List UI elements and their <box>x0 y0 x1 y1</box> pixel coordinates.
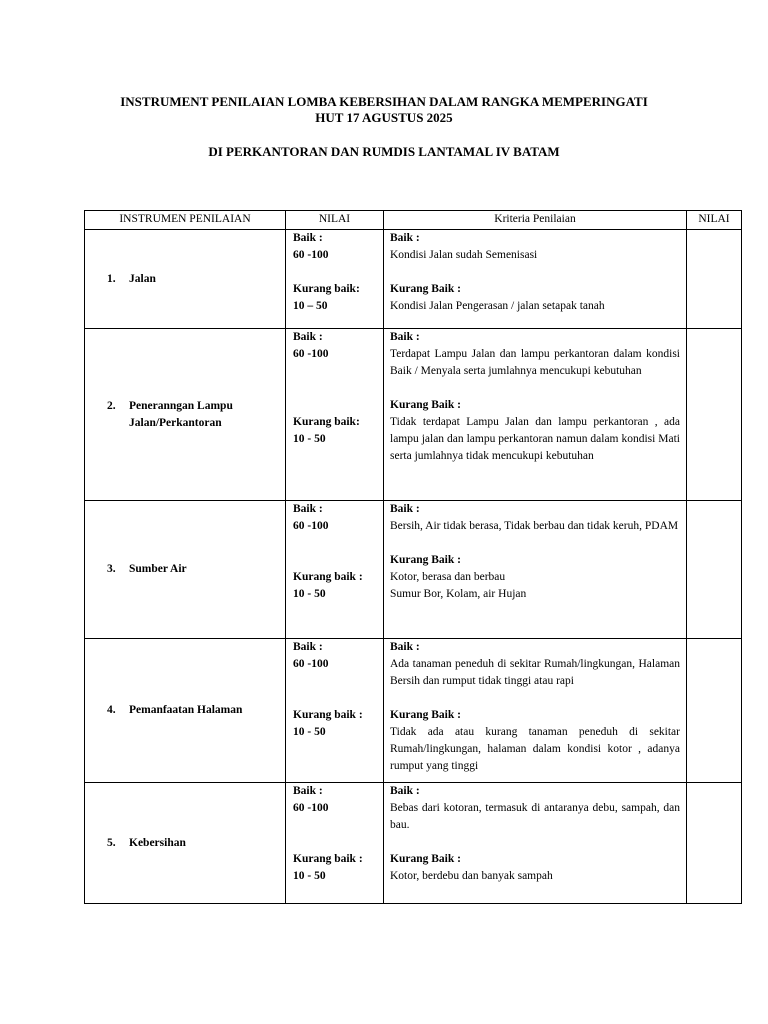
kriteria-kurang-label: Kurang Baik : <box>390 709 461 721</box>
baik-range: 60 -100 <box>293 520 329 532</box>
kriteria-kurang-label: Kurang Baik : <box>390 853 461 865</box>
baik-label: Baik : <box>293 785 323 797</box>
kurang-label: Kurang baik : <box>293 709 363 721</box>
baik-range: 60 -100 <box>293 348 329 360</box>
kriteria-cell <box>384 329 687 501</box>
nilai-range-cell <box>286 783 384 904</box>
table-row <box>85 329 742 501</box>
instrument-number: 4. <box>107 704 116 716</box>
baik-label: Baik : <box>293 641 323 653</box>
kriteria-baik-text: Bebas dari kotoran, termasuk di antaranya debu, sampah, dan bau. <box>390 802 680 831</box>
instrument-number: 2. <box>107 399 116 412</box>
assessment-table <box>84 210 742 904</box>
table-header-row <box>85 211 742 230</box>
baik-range: 60 -100 <box>293 658 329 670</box>
instrument-cell <box>85 501 286 639</box>
instrument-number: 1. <box>107 272 116 285</box>
kurang-range: 10 – 50 <box>293 300 328 312</box>
kriteria-baik-label: Baik : <box>390 331 420 343</box>
kurang-range: 10 - 50 <box>293 870 326 882</box>
nilai-range-cell <box>286 329 384 501</box>
kriteria-baik-label: Baik : <box>390 232 420 244</box>
kriteria-baik-text: Bersih, Air tidak berasa, Tidak berbau dan tidak keruh, PDAM <box>390 520 679 532</box>
kriteria-baik-text: Kondisi Jalan sudah Semenisasi <box>390 249 538 261</box>
kriteria-baik-label: Baik : <box>390 641 420 653</box>
header-kriteria: Kriteria Penilaian <box>384 211 687 230</box>
header-nilai-score: NILAI <box>687 211 742 230</box>
kurang-range: 10 - 50 <box>293 726 326 738</box>
kriteria-kurang-label: Kurang Baik : <box>390 554 461 566</box>
kurang-range: 10 - 50 <box>293 588 326 600</box>
score-cell[interactable] <box>687 639 742 783</box>
kurang-range: 10 - 50 <box>293 433 326 445</box>
table-row <box>85 230 742 329</box>
nilai-range-cell <box>286 501 384 639</box>
document-title-line1: INSTRUMENT PENILAIAN LOMBA KEBERSIHAN DALAM RANGKA MEMPERINGATI <box>120 94 648 109</box>
kriteria-kurang-text: Kondisi Jalan Pengerasan / jalan setapak tanah <box>390 300 605 312</box>
kriteria-baik-text: Ada tanaman peneduh di sekitar Rumah/lingkungan, Halaman Bersih dan rumput tidak tinggi atau rapi <box>390 658 680 687</box>
table-row <box>85 501 742 639</box>
instrument-name: Jalan <box>129 272 156 285</box>
kriteria-kurang-text: Kotor, berasa dan berbau <box>390 571 506 583</box>
kurang-label: Kurang baik : <box>293 571 363 583</box>
kriteria-baik-text: Terdapat Lampu Jalan dan lampu perkantoran dalam kondisi Baik / Menyala serta jumlahnya mencukupi kebutuhan <box>390 348 680 377</box>
baik-range: 60 -100 <box>293 802 329 814</box>
kriteria-kurang-text: Tidak ada atau kurang tanaman peneduh di sekitar Rumah/lingkungan, halaman dalam kondisi kotor , adanya rumput yang tinggi <box>390 726 680 772</box>
kurang-label: Kurang baik: <box>293 283 360 295</box>
score-cell[interactable] <box>687 230 742 329</box>
kriteria-cell <box>384 783 687 904</box>
table-row <box>85 639 742 783</box>
score-cell[interactable] <box>687 783 742 904</box>
nilai-range-cell <box>286 230 384 329</box>
instrument-cell <box>85 639 286 783</box>
baik-range: 60 -100 <box>293 249 329 261</box>
kriteria-kurang-label: Kurang Baik : <box>390 283 461 295</box>
baik-label: Baik : <box>293 503 323 515</box>
kriteria-baik-label: Baik : <box>390 785 420 797</box>
document-title-line2: HUT 17 AGUSTUS 2025 <box>315 110 453 125</box>
kriteria-cell <box>384 639 687 783</box>
instrument-cell <box>85 783 286 904</box>
kriteria-baik-label: Baik : <box>390 503 420 515</box>
kriteria-kurang-text: Tidak terdapat Lampu Jalan dan lampu perkantoran , ada lampu jalan dan lampu perkantoran namun dalam kondisi Mati serta jumlahnya tidak mencukupi kebutuhan <box>390 416 680 462</box>
instrument-name: Kebersihan <box>129 836 186 849</box>
kurang-label: Kurang baik: <box>293 416 360 428</box>
nilai-range-cell <box>286 639 384 783</box>
kriteria-cell <box>384 230 687 329</box>
instrument-name: Peneranngan Lampu Jalan/Perkantoran <box>129 399 233 429</box>
header-instrumen: INSTRUMEN PENILAIAN <box>85 211 286 230</box>
instrument-cell <box>85 329 286 501</box>
instrument-number: 5. <box>107 836 116 849</box>
instrument-number: 3. <box>107 563 116 575</box>
kriteria-cell <box>384 501 687 639</box>
kriteria-kurang-text: Kotor, berdebu dan banyak sampah <box>390 870 553 882</box>
kriteria-kurang-text-2: Sumur Bor, Kolam, air Hujan <box>390 588 527 600</box>
baik-label: Baik : <box>293 232 323 244</box>
table-row <box>85 783 742 904</box>
kriteria-kurang-label: Kurang Baik : <box>390 399 461 411</box>
kurang-label: Kurang baik : <box>293 853 363 865</box>
document-subtitle: DI PERKANTORAN DAN RUMDIS LANTAMAL IV BATAM <box>208 144 560 159</box>
header-nilai: NILAI <box>286 211 384 230</box>
instrument-name: Sumber Air <box>129 563 187 575</box>
score-cell[interactable] <box>687 329 742 501</box>
baik-label: Baik : <box>293 331 323 343</box>
instrument-name: Pemanfaatan Halaman <box>129 704 243 716</box>
score-cell[interactable] <box>687 501 742 639</box>
instrument-cell <box>85 230 286 329</box>
